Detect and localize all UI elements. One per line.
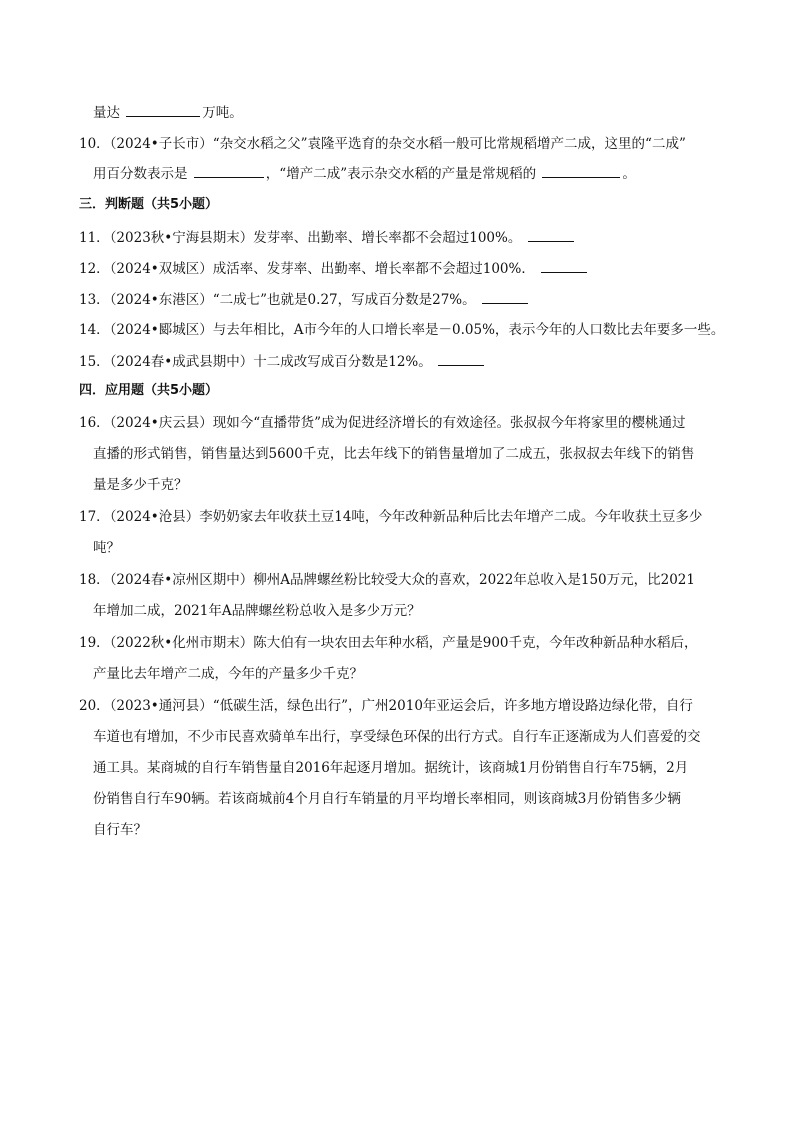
q10-text-2b: ，“增产二成”表示杂交水稻的产量是常规稻的 [265,166,537,182]
question-12 [0,258,794,279]
q9-suffix: 万吨。 [202,105,243,121]
answer-blank[interactable] [528,227,574,242]
question-16-line-3: 量是多少千克？ [93,477,188,493]
question-16-line-1 [0,413,794,433]
answer-blank[interactable] [126,102,200,117]
question-text: （2024•郾城区）与去年相比，A市今年的人口增长率是－0.05%，表示今年的人口数比去年要多一些。 [109,322,725,338]
q10-line-2 [0,163,794,184]
section-heading-apply: 四．应用题（共5小题） [79,383,219,398]
question-number: 19． [79,635,110,651]
section-heading-judge: 三．判断题（共5小题） [79,197,219,212]
question-18-line-1 [0,570,794,590]
answer-blank[interactable] [438,351,484,366]
question-20-line-2: 车道也有增加，不少市民喜欢骑单车出行，享受绿色环保的出行方式。自行车正逐渐成为人们喜爱的交 [93,729,701,745]
q9-continuation [0,102,794,123]
question-number: 14． [79,322,110,338]
question-text: （2022秋•化州市期末）陈大伯有一块农田去年种水稻，产量是900千克，今年改种新品种水稻后， [109,635,698,651]
question-text: （2023秋•宁海县期末）发芽率、出勤率、增长率都不会超过100%。 [109,230,522,246]
question-text: （2024春•凉州区期中）柳州A品牌螺丝粉比较受大众的喜欢，2022年总收入是150万元，比2021 [109,572,695,588]
question-text: （2024•沧县）李奶奶家去年收获土豆14吨，今年改种新品种后比去年增产二成。今年收获土豆多少 [109,509,703,525]
q10-text-1: （2024•子长市）“杂交水稻之父”袁隆平选育的杂交水稻一般可比常规稻增产二成，这里的“二成” [109,136,686,152]
q10-text-2a: 用百分数表示是 [93,166,188,182]
question-text: （2024•庆云县）现如今“直播带货”成为促进经济增长的有效途径。张叔叔今年将家里的樱桃通过 [109,415,686,431]
question-20-line-3: 通工具。某商城的自行车销售量自2016年起逐月增加。据统计，该商城1月份销售自行车75辆，2月 [93,760,689,776]
question-number: 10． [79,136,110,152]
question-text: （2023•通河县）“低碳生活，绿色出行”，广州2010年亚运会后，许多地方增设路边绿化带，自行 [109,698,693,714]
question-20-line-5: 自行车？ [93,822,147,838]
question-19-line-2: 产量比去年增产二成，今年的产量多少千克？ [93,666,363,682]
question-number: 17． [79,509,110,525]
question-number: 20． [79,698,110,714]
question-text: （2024春•成武县期中）十二成改写成百分数是12%。 [109,354,432,370]
answer-blank[interactable] [542,163,620,178]
answer-blank[interactable] [482,289,528,304]
question-17-line-2: 吨？ [93,540,120,556]
question-17-line-1 [0,507,794,527]
question-19-line-1 [0,633,794,653]
question-text: （2024•东港区）“二成七”也就是0.27，写成百分数是27%。 [109,292,476,308]
answer-blank[interactable] [541,258,587,273]
question-14 [0,320,794,340]
question-16-line-2: 直播的形式销售，销售量达到5600千克，比去年线下的销售量增加了二成五，张叔叔去年线下的销售 [93,446,695,462]
q10-line-1 [0,134,794,154]
question-number: 12． [79,261,110,277]
question-20-line-4: 份销售自行车90辆。若该商城前4个月自行车销量的月平均增长率相同，则该商城3月份销售多少辆 [93,791,681,807]
question-15 [0,351,794,372]
question-number: 18． [79,572,110,588]
answer-blank[interactable] [194,163,264,178]
question-number: 15． [79,354,110,370]
question-11 [0,227,794,248]
question-18-line-2: 年增加二成，2021年A品牌螺丝粉总收入是多少万元？ [93,603,421,619]
question-number: 16． [79,415,110,431]
question-number: 13． [79,292,110,308]
question-number: 11． [79,230,110,246]
question-20-line-1 [0,696,794,716]
q10-text-2c: 。 [622,166,636,182]
question-13 [0,289,794,310]
q9-text: 量达 [93,105,120,121]
question-text: （2024•双城区）成活率、发芽率、出勤率、增长率都不会超过100%． [109,261,535,277]
